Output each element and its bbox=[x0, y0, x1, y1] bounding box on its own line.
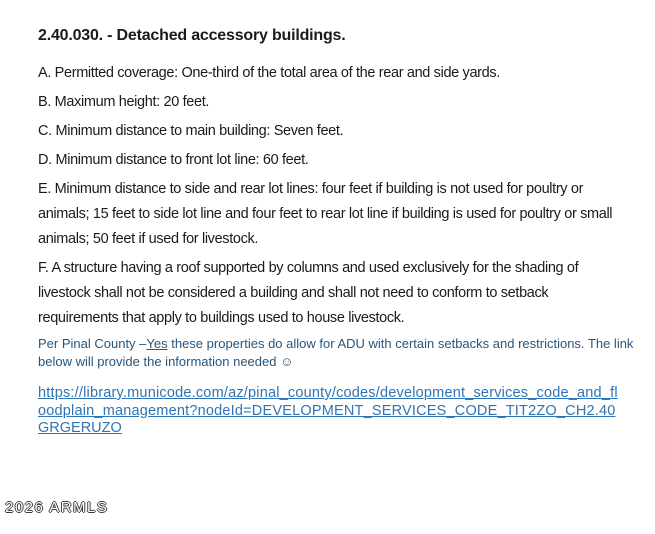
link-line-3: GRGERUZO bbox=[38, 420, 122, 436]
armls-watermark: 2026 ARMLS bbox=[5, 499, 109, 516]
item-c-distance-main-building: C. Minimum distance to main building: Seven feet. bbox=[38, 123, 344, 139]
link-line-2: oodplain_management?nodeId=DEVELOPMENT_SERVICES_CODE_TIT2ZO_CH2.40 bbox=[38, 402, 616, 419]
item-a-permitted-coverage: A. Permitted coverage: One-third of the total area of the rear and side yards. bbox=[38, 65, 500, 81]
item-d-distance-front-lot-line: D. Minimum distance to front lot line: 60 feet. bbox=[38, 152, 309, 168]
section-heading: 2.40.030. - Detached accessory buildings. bbox=[38, 27, 346, 44]
note-rest: these properties do allow for ADU with certain setbacks and restrictions. The link below will provide the information needed ☺ bbox=[38, 336, 634, 369]
item-b-maximum-height: B. Maximum height: 20 feet. bbox=[38, 94, 210, 110]
agent-note bbox=[38, 335, 638, 371]
note-prefix: Per Pinal County – bbox=[38, 336, 147, 351]
note-yes-underlined: Yes bbox=[146, 336, 168, 351]
item-e-distance-side-rear-lot-lines: E. Minimum distance to side and rear lot lines: four feet if building is not used for poultry or animals; 15 feet to side lot line and four feet to rear lot line if building is used for poultry or small animals; 50 feet if used for livestock. bbox=[38, 181, 613, 247]
item-f-roof-structure: F. A structure having a roof supported by columns and used exclusively for the shading of livestock shall not be considered a building and shall not need to conform to setback requirements that apply to buildings used to house livestock. bbox=[38, 260, 579, 326]
link-line-1: https://library.municode.com/az/pinal_county/codes/development_services_code_and_fl bbox=[38, 385, 618, 401]
municode-hyperlink[interactable] bbox=[38, 385, 638, 438]
